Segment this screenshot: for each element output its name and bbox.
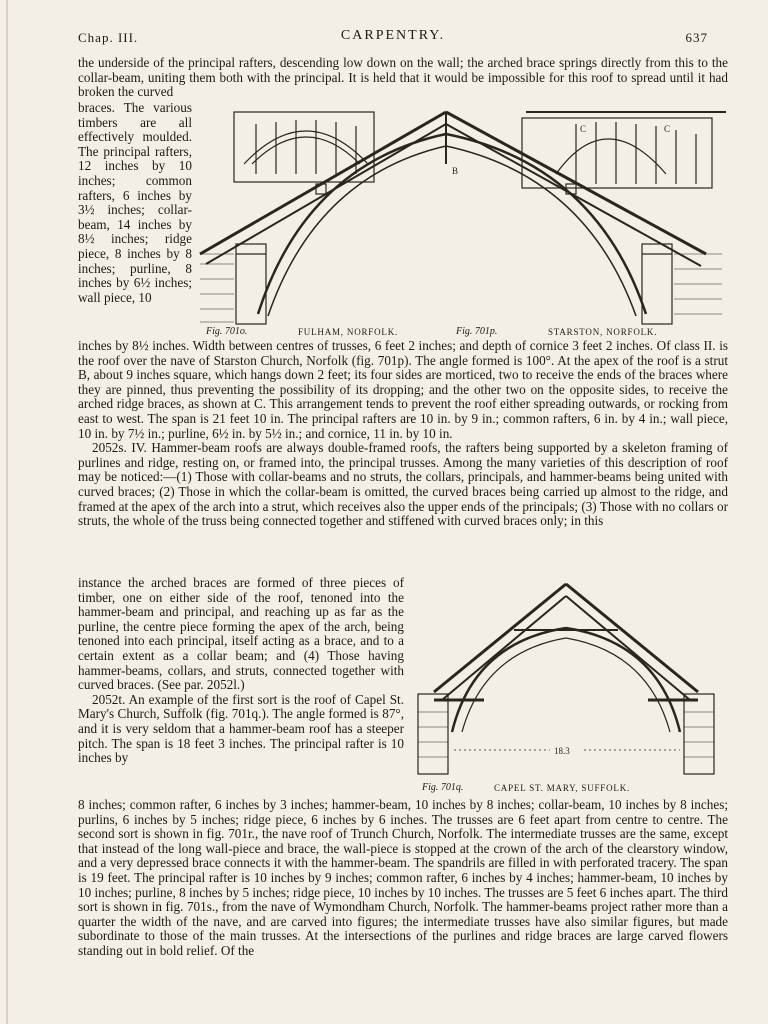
strut-label-b: B (452, 166, 459, 176)
running-header (78, 28, 708, 48)
roof-truss-figure-top (196, 104, 728, 328)
figure-label: Fig. 701q. (422, 782, 464, 793)
page-edge-shadow (6, 0, 8, 1024)
paragraph-text: 8 inches; common rafter, 6 inches by 3 inches; hammer-beam, 10 inches by 8 inches; collar-beam, 10 inches by 8 inches; purlins, 6 inches by 5 inches; ridge piece, 6 inches by 6 inches. The trusses are 6 feet apart from centre to centre. The second sort is shown in fig. 701r., the nave roof of Trunch Church, Norfolk. The intermediate trusses are the same, except that instead of the long wall-piece and brace, the wall-piece is stopped at the crown of the arch of the clearstory window, and a very depressed brace connects it with the hammer-beam. The spandrils are filled in with perforated tracery. The span is 19 feet. The principal rafter is 10 inches by 9 inches; common rafter, 6 inches by 4 inches; hammer-beam, 10 inches by 10 inches; purline, 8 inches by 5 inches; ridge piece, 10 inches by 10 inches. The trusses are 5 feet 6 inches apart. The third sort is shown in fig. 701s., from the nave of Wymondham Church, Norfolk. The hammer-beams project rather more than a quarter the width of the nave, and are carved into figures; the intermediate trusses have also similar figures, but made subordinate to those of the main trusses. At the intersections of the purlines and ridge braces are large carved flowers standing out in bold relief. Of the (78, 797, 728, 958)
chapter-label: Chap. III. (78, 30, 139, 45)
figure-caption (206, 326, 247, 337)
figure-caption: FULHAM, NORFOLK. (298, 327, 399, 337)
paragraph-text: the underside of the principal rafters, descending low down on the wall; the arched brace springs directly from this to the collar-beam, uniting them both with the principal. It is held that it would be impossible for this roof to spread until it had broken the curved (78, 55, 728, 100)
brace-label-c: C (664, 124, 671, 134)
side-column-text (78, 101, 192, 305)
hammer-beam-drawing (414, 582, 718, 778)
figure-caption: STARSTON, NORFOLK. (548, 327, 658, 337)
figure-caption (456, 326, 497, 337)
paragraph-text: braces. The various timbers are all effectively moulded. The principal rafters, 12 inches by 10 inches; common rafters, 6 inches by 3½ inches; collar-beam, 14 inches by 8½ inches; ridge piece, 8 inches by 8 inches; purline, 8 inches by 6½ inches; wall piece, 10 (78, 100, 192, 305)
paragraph-text: 2052s. IV. Hammer-beam roofs are always double-framed roofs, the rafters being supported by a skeleton framing of purlines and ridge, resting on, or framed into, the principal trusses. Among the many varieties of this description of roof may be noticed:—(1) Those with collar-beams and no struts, the collars, principals, and hammer-beams being united with curved braces; (2) Those in which the collar-beam is omitted, the curved braces being carried up almost to the ridge, and framed at the apex of the arch into a strut, which receives also the upper ends of the principals; (3) Those with no collars or struts, the whole of the truss being connected together and stiffened with curved braces only; in this (78, 440, 728, 529)
page-title: CARPENTRY. (340, 28, 446, 43)
figure-label: Fig. 701o. (206, 326, 248, 337)
figure-caption: CAPEL ST. MARY, SUFFOLK. (494, 783, 631, 793)
paragraph-text: instance the arched braces are formed of three pieces of timber, one on either side of the roof, tenoned into the hammer-beam and principal, and reaching up as far as the purline, the centre piece forming the apex of the arch, being tenoned into each principal, itself acting as a brace, and to a certain extent as a collar beam; and (4) Those having hammer-beams, collars, and struts, connected together with curved braces. (See par. 2052l.) (78, 575, 404, 693)
span-dimension-label: 18.3 (554, 746, 570, 756)
page-number: 637 (685, 30, 708, 45)
paragraph-main (78, 339, 728, 529)
paragraph-opening (78, 56, 728, 100)
brace-label-c: C (580, 124, 587, 134)
figure-caption (422, 782, 463, 793)
paragraph-text: 2052t. An example of the first sort is the roof of Capel St. Mary's Church, Suffolk (fig. 701q.). The angle formed is 87°, and it is very seldom that a hammer-beam roof has a steeper pitch. The span is 18 feet 3 inches. The principal rafter is 10 inches by (78, 691, 404, 766)
paragraph-closing (78, 798, 728, 959)
figure-label: Fig. 701p. (456, 326, 498, 337)
roof-truss-drawing (196, 104, 728, 328)
hammer-beam-figure (414, 582, 718, 778)
paragraph-text: inches by 8½ inches. Width between centres of trusses, 6 feet 2 inches; and depth of cornice 3 feet 2 inches. Of class II. is the roof over the nave of Starston Church, Norfolk (fig. 701p). The angle formed is 100°. At the apex of the roof is a strut B, about 9 inches square, which hangs down 2 feet; its four sides are morticed, two to receive the ends of the braces where they are pinned, thus preventing the possibility of its dropping; and the other two on the opposite sides, to receive the arched ridge braces, as shown at C. This arrangement tends to prevent the roof either spreading outwards, or rocking from east to west. The span is 21 feet 10 in. The principal rafters are 10 in. by 9 in.; common rafters, 6 in. by 4 in.; wall piece, 10 in. by 7½ in.; purline, 6½ in. by 5½ in.; and cornice, 11 in. by 10 in. (78, 338, 728, 441)
side-column-text-lower (78, 576, 404, 766)
